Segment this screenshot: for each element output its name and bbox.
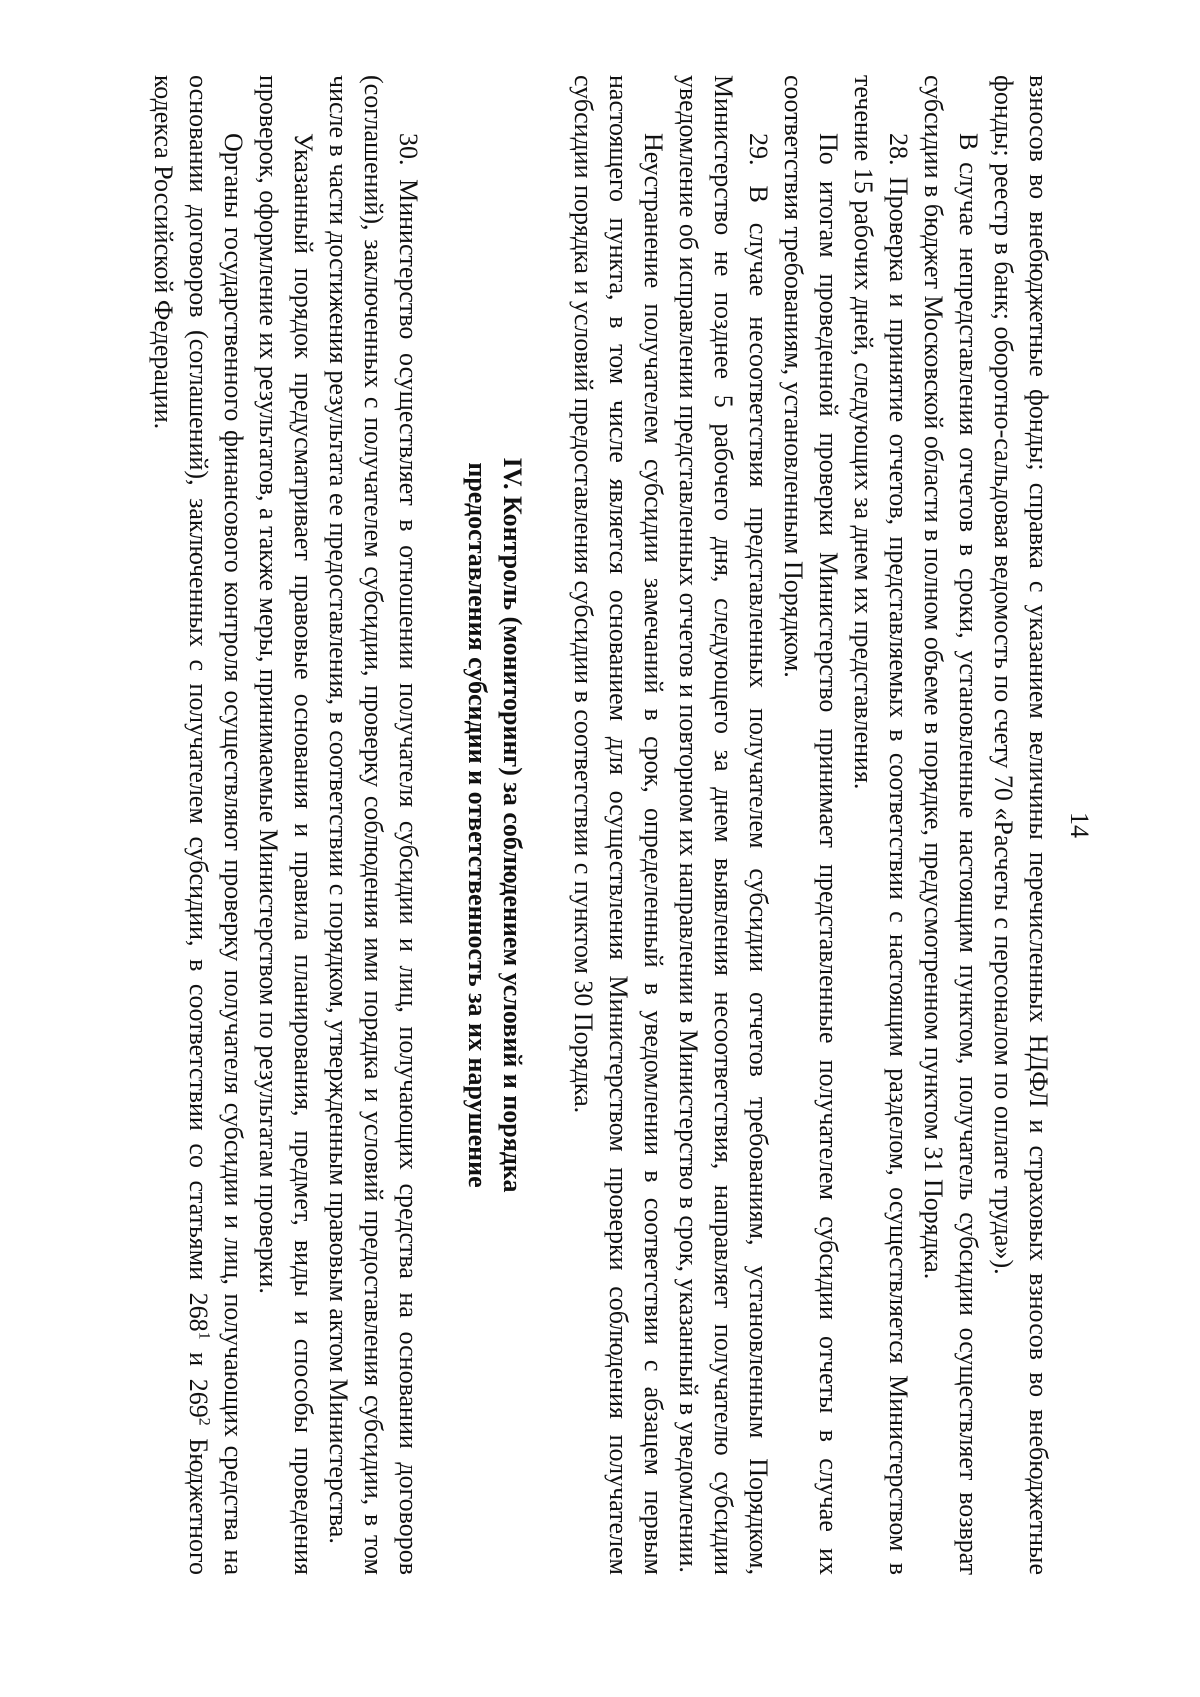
paragraph: 29. В случае несоответствия представленных получателем субсидии отчетов требованиям, установленным Порядком, Министерство не позднее 5 рабочего дня, следующего за днем выявления несоответствия, направляет получателю субсидии уведомление об исправлении представленных отчетов и повторном их направлении в Министерство в срок, указанный в уведомлении.	[674, 75, 773, 1575]
superscript: 1	[195, 1331, 213, 1340]
paragraph: Указанный порядок предусматривает правовые основания и правила планирования, предмет, виды и способы проведения проверок, оформление их результатов, а также меры, принимаемые Министерством по результатам проверки.	[254, 75, 318, 1575]
paragraph: 28. Проверка и принятие отчетов, представляемых в соответствии с настоящим разделом, осуществляется Министерством в течение 15 рабочих дней, следующих за днем их представления.	[849, 75, 913, 1575]
paragraph-text: Бюджетного кодекса Российской Федерации.	[149, 75, 213, 1575]
paragraph: По итогам проведенной проверки Министерство принимает представленные получателем субсидии отчеты в случае их соответствия требованиям, установленным Порядком.	[779, 75, 843, 1575]
page-number: 14	[1065, 812, 1094, 838]
paragraph: Неустранение получателем субсидии замечаний в срок, определенный в уведомлении в соответствии с абзацем первым настоящего пункта, в том числе является основанием для осуществления Министерством проверки соблюдения получателем субсидии порядка и условий предоставления субсидии в соответствии с пунктом 30 Порядка.	[569, 75, 668, 1575]
section-title-line-2: предоставления субсидии и ответственность за их нарушение	[463, 462, 492, 1188]
paragraph-text: и 269	[184, 1339, 213, 1418]
section-title	[460, 75, 530, 1575]
rotated-page-content	[57, 75, 1097, 1575]
paragraph: взносов во внебюджетные фонды; справка с указанием величины перечисленных НДФЛ и страховых взносов во внебюджетные фонды; реестр в банк; оборотно-сальдовая ведомость по счету 70 «Расчеты с персоналом по оплате труда»).	[989, 75, 1053, 1575]
paragraph: 30. Министерство осуществляет в отношении получателя субсидии и лиц, получающих средства на основании договоров (соглашений), заключенных с получателем субсидии, проверку соблюдения ими порядка и условий предоставления субсидии, в том числе в части достижения результата ее предоставления, в соответствии с порядком, утвержденным правовым актом Министерства.	[324, 75, 423, 1575]
paragraph	[146, 75, 251, 1575]
section-title-line-1: IV. Контроль (мониторинг) за соблюдением условий и порядка	[498, 457, 527, 1193]
paragraph: В случае непредставления отчетов в сроки, установленные настоящим пунктом, получатель субсидии осуществляет возврат субсидии в бюджет Московской области в полном объеме в порядке, предусмотренном пунктом 31 Порядка.	[919, 75, 983, 1575]
paragraph-text: Органы государственного финансового контроля осуществляют проверку получателя субсидии и лиц, получающих средства на основании договоров (соглашений), заключенных с получателем субсидии, в соответствии со статьями 268	[184, 75, 248, 1575]
superscript: 2	[195, 1417, 213, 1426]
